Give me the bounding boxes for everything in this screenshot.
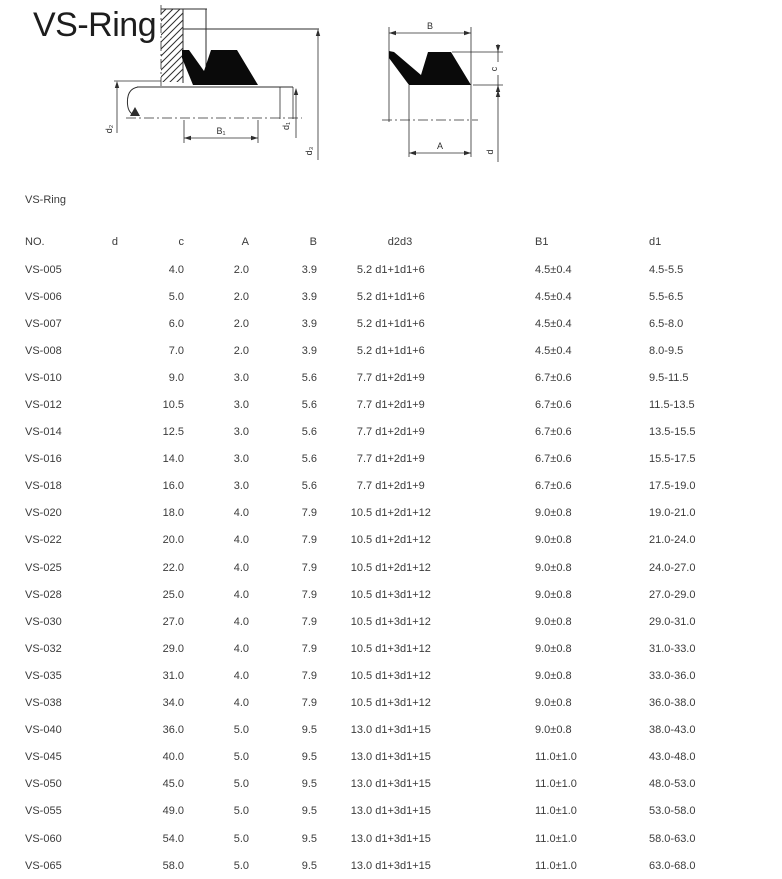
- table-cell: 25.0: [162, 588, 184, 601]
- table-cell: [85, 473, 118, 500]
- table-cell: d1+12: [400, 534, 431, 547]
- table-cell: VS-016: [25, 453, 62, 466]
- table-row: [25, 337, 782, 364]
- table-cell: 6.0: [168, 317, 184, 330]
- table-header-row: [25, 228, 782, 256]
- table-row: [25, 364, 782, 391]
- table-cell: 9.0±0.8: [535, 507, 572, 520]
- table-cell: d1+9: [400, 453, 425, 466]
- table-cell: d1+6: [400, 344, 425, 357]
- table-row: [25, 527, 782, 554]
- table-cell: 7.9: [301, 615, 317, 628]
- table-cell: 27.0-29.0: [649, 588, 696, 601]
- table-cell: VS-005: [25, 263, 62, 276]
- table-cell: 33.0-36.0: [649, 669, 696, 682]
- dim-label-B: B: [426, 21, 434, 31]
- table-cell: 10.5 d1+2: [350, 561, 400, 574]
- table-row: [25, 581, 782, 608]
- table-cell: 34.0: [162, 697, 184, 710]
- table-row: [25, 256, 782, 283]
- table-cell: 4.0: [233, 534, 249, 547]
- table-cell: 27.0: [162, 615, 184, 628]
- table-cell: 4.0: [168, 263, 184, 276]
- table-cell: 4.5±0.4: [535, 263, 572, 276]
- table-cell: 6.7±0.6: [535, 371, 572, 384]
- table-cell: 20.0: [162, 534, 184, 547]
- table-cell: VS-028: [25, 588, 62, 601]
- table-cell: 13.0 d1+3: [350, 805, 400, 818]
- table-cell: 3.9: [301, 317, 317, 330]
- table-cell: 38.0-43.0: [649, 724, 696, 737]
- table-cell: [85, 744, 118, 771]
- table-cell: d1+15: [400, 724, 431, 737]
- table-cell: [85, 554, 118, 581]
- table-cell: 5.0: [233, 832, 249, 845]
- table-cell: 7.9: [301, 588, 317, 601]
- table-cell: 5.5-6.5: [649, 290, 684, 303]
- seal-profile-installed: [182, 50, 258, 85]
- table-cell: 2.0: [233, 317, 249, 330]
- table-cell: 45.0: [162, 778, 184, 791]
- table-cell: 9.0±0.8: [535, 697, 572, 710]
- table-cell: 21.0-24.0: [649, 534, 696, 547]
- table-row: [25, 852, 782, 879]
- table-cell: 4.5-5.5: [649, 263, 684, 276]
- table-cell: 8.0-9.5: [649, 344, 684, 357]
- table-cell: 18.0: [162, 507, 184, 520]
- table-cell: [85, 419, 118, 446]
- table-cell: d1+12: [400, 697, 431, 710]
- table-cell: 11.0±1.0: [535, 778, 577, 791]
- table-cell: [85, 337, 118, 364]
- table-cell: 4.5±0.4: [535, 344, 572, 357]
- table-cell: VS-040: [25, 724, 62, 737]
- table-cell: 9.5: [301, 751, 317, 764]
- table-cell: 15.5-17.5: [649, 453, 696, 466]
- table-cell: d1+15: [400, 832, 431, 845]
- dim-label-d2: d₂: [104, 124, 114, 134]
- table-cell: VS-035: [25, 669, 62, 682]
- table-row: [25, 500, 782, 527]
- column-header-d2: d2: [387, 236, 400, 248]
- table-row: [25, 283, 782, 310]
- table-cell: 3.9: [301, 344, 317, 357]
- table-row: [25, 473, 782, 500]
- table-cell: 36.0: [162, 724, 184, 737]
- table-cell: 5.0: [233, 724, 249, 737]
- table-cell: 10.5 d1+3: [350, 669, 400, 682]
- housing-hatch: [161, 9, 183, 82]
- table-cell: 3.0: [233, 371, 249, 384]
- table-cell: 5.2 d1+1: [356, 317, 400, 330]
- table-cell: 53.0-58.0: [649, 805, 696, 818]
- table-cell: 4.0: [233, 697, 249, 710]
- table-cell: 14.0: [162, 453, 184, 466]
- table-cell: 7.9: [301, 561, 317, 574]
- table-cell: 9.5: [301, 832, 317, 845]
- spec-table: [25, 228, 782, 879]
- table-cell: 6.7±0.6: [535, 426, 572, 439]
- table-cell: 9.0: [168, 371, 184, 384]
- table-cell: 4.5±0.4: [535, 290, 572, 303]
- table-cell: [85, 283, 118, 310]
- table-cell: [85, 310, 118, 337]
- table-cell: 9.5: [301, 778, 317, 791]
- table-cell: VS-038: [25, 697, 62, 710]
- column-header-b1: B1: [535, 236, 549, 248]
- column-header-b: B: [309, 236, 317, 248]
- table-cell: 7.9: [301, 507, 317, 520]
- table-cell: 10.5 d1+2: [350, 534, 400, 547]
- table-cell: 5.6: [301, 426, 317, 439]
- table-cell: 4.0: [233, 588, 249, 601]
- table-cell: 6.7±0.6: [535, 480, 572, 493]
- dim-label-d3: d₃: [304, 146, 314, 156]
- table-cell: [85, 446, 118, 473]
- column-header-a: A: [241, 236, 249, 248]
- table-cell: 9.0±0.8: [535, 588, 572, 601]
- table-cell: 54.0: [162, 832, 184, 845]
- table-row: [25, 690, 782, 717]
- table-cell: [85, 500, 118, 527]
- table-cell: d1+15: [400, 805, 431, 818]
- table-cell: VS-032: [25, 642, 62, 655]
- table-cell: 5.2 d1+1: [356, 344, 400, 357]
- table-cell: 3.9: [301, 290, 317, 303]
- table-cell: 13.0 d1+3: [350, 751, 400, 764]
- table-cell: VS-025: [25, 561, 62, 574]
- dim-label-B1: B₁: [216, 126, 226, 136]
- table-cell: 11.0±1.0: [535, 805, 577, 818]
- table-cell: [85, 852, 118, 879]
- table-cell: VS-014: [25, 426, 62, 439]
- table-cell: d1+9: [400, 480, 425, 493]
- column-header-d1: d1: [649, 236, 662, 248]
- table-cell: 11.0±1.0: [535, 859, 577, 872]
- table-row: [25, 310, 782, 337]
- table-cell: 5.2 d1+1: [356, 263, 400, 276]
- table-cell: 5.6: [301, 399, 317, 412]
- table-cell: d1+12: [400, 561, 431, 574]
- table-cell: 5.6: [301, 453, 317, 466]
- table-cell: 7.7 d1+2: [356, 480, 400, 493]
- table-cell: d1+6: [400, 317, 425, 330]
- table-cell: 4.0: [233, 669, 249, 682]
- table-cell: d1+12: [400, 615, 431, 628]
- table-row: [25, 635, 782, 662]
- table-cell: d1+12: [400, 669, 431, 682]
- table-cell: 3.0: [233, 426, 249, 439]
- table-cell: 9.5: [301, 859, 317, 872]
- table-cell: VS-020: [25, 507, 62, 520]
- column-header-no: NO.: [25, 236, 45, 248]
- table-cell: 43.0-48.0: [649, 751, 696, 764]
- vs-ring-drawing-svg: [0, 0, 540, 175]
- table-cell: VS-007: [25, 317, 62, 330]
- table-cell: 5.0: [233, 805, 249, 818]
- table-cell: d1+9: [400, 426, 425, 439]
- table-cell: 4.0: [233, 642, 249, 655]
- table-cell: 13.0 d1+3: [350, 778, 400, 791]
- table-cell: d1+15: [400, 778, 431, 791]
- table-cell: 5.0: [233, 751, 249, 764]
- table-cell: d1+12: [400, 588, 431, 601]
- table-row: [25, 771, 782, 798]
- table-cell: 5.0: [168, 290, 184, 303]
- table-cell: 7.7 d1+2: [356, 399, 400, 412]
- table-cell: 36.0-38.0: [649, 697, 696, 710]
- column-header-d3: d3: [400, 236, 413, 248]
- table-cell: 58.0: [162, 859, 184, 872]
- table-cell: 13.0 d1+3: [350, 832, 400, 845]
- table-cell: d1+15: [400, 859, 431, 872]
- table-cell: 5.6: [301, 371, 317, 384]
- table-cell: 13.5-15.5: [649, 426, 696, 439]
- table-cell: 2.0: [233, 344, 249, 357]
- table-cell: VS-022: [25, 534, 62, 547]
- table-cell: [85, 798, 118, 825]
- table-cell: 10.5 d1+3: [350, 588, 400, 601]
- table-cell: 29.0: [162, 642, 184, 655]
- table-cell: VS-045: [25, 751, 62, 764]
- table-cell: 40.0: [162, 751, 184, 764]
- table-row: [25, 446, 782, 473]
- table-cell: 5.0: [233, 778, 249, 791]
- table-cell: d1+9: [400, 399, 425, 412]
- table-cell: 2.0: [233, 290, 249, 303]
- table-cell: 11.0±1.0: [535, 832, 577, 845]
- spec-table-body: [25, 256, 782, 879]
- vs-ring-installation-diagram: [104, 5, 320, 160]
- table-cell: 9.5: [301, 805, 317, 818]
- table-cell: d1+6: [400, 263, 425, 276]
- dim-label-A: A: [436, 141, 444, 151]
- table-cell: 5.6: [301, 480, 317, 493]
- table-cell: 19.0-21.0: [649, 507, 696, 520]
- table-cell: 9.0±0.8: [535, 561, 572, 574]
- table-cell: 6.7±0.6: [535, 399, 572, 412]
- table-cell: 7.7 d1+2: [356, 426, 400, 439]
- table-cell: 3.9: [301, 263, 317, 276]
- table-row: [25, 391, 782, 418]
- table-cell: 9.0±0.8: [535, 669, 572, 682]
- table-cell: [85, 608, 118, 635]
- column-header-c: c: [178, 236, 184, 248]
- vs-ring-cross-section-diagram: [382, 21, 503, 162]
- table-cell: VS-030: [25, 615, 62, 628]
- table-cell: 7.0: [168, 344, 184, 357]
- table-cell: VS-050: [25, 778, 62, 791]
- table-cell: 9.0±0.8: [535, 534, 572, 547]
- table-cell: VS-008: [25, 344, 62, 357]
- table-cell: 48.0-53.0: [649, 778, 696, 791]
- table-cell: d1+15: [400, 751, 431, 764]
- table-cell: 3.0: [233, 399, 249, 412]
- dim-label-d: d: [485, 149, 495, 155]
- table-cell: d1+12: [400, 507, 431, 520]
- table-cell: 12.5: [162, 426, 184, 439]
- table-cell: 13.0 d1+3: [350, 724, 400, 737]
- table-cell: [85, 581, 118, 608]
- table-cell: [85, 771, 118, 798]
- table-cell: 58.0-63.0: [649, 832, 696, 845]
- table-cell: VS-012: [25, 399, 62, 412]
- column-header-d: d: [111, 236, 118, 248]
- table-cell: 7.9: [301, 697, 317, 710]
- section-label: VS-Ring: [25, 194, 66, 206]
- table-cell: VS-065: [25, 859, 62, 872]
- table-row: [25, 554, 782, 581]
- page-title: VS-Ring: [33, 6, 157, 44]
- table-cell: [85, 717, 118, 744]
- table-cell: d1+9: [400, 371, 425, 384]
- table-cell: 10.5 d1+2: [350, 507, 400, 520]
- table-cell: 3.0: [233, 480, 249, 493]
- seal-profile-free: [389, 51, 471, 85]
- table-cell: 7.7 d1+2: [356, 371, 400, 384]
- table-row: [25, 717, 782, 744]
- table-cell: 10.5 d1+3: [350, 697, 400, 710]
- table-cell: 2.0: [233, 263, 249, 276]
- table-cell: 7.9: [301, 534, 317, 547]
- table-cell: 13.0 d1+3: [350, 859, 400, 872]
- table-cell: [85, 662, 118, 689]
- table-cell: 4.0: [233, 615, 249, 628]
- table-cell: [85, 825, 118, 852]
- dim-label-c: c: [489, 66, 499, 72]
- table-cell: 7.9: [301, 669, 317, 682]
- table-cell: 5.2 d1+1: [356, 290, 400, 303]
- table-cell: 11.5-13.5: [649, 399, 695, 412]
- table-cell: 5.0: [233, 859, 249, 872]
- table-cell: 17.5-19.0: [649, 480, 696, 493]
- table-cell: 49.0: [162, 805, 184, 818]
- table-cell: 24.0-27.0: [649, 561, 696, 574]
- table-cell: 4.5±0.4: [535, 317, 572, 330]
- table-cell: d1+6: [400, 290, 425, 303]
- table-cell: VS-006: [25, 290, 62, 303]
- table-cell: [85, 690, 118, 717]
- table-row: [25, 744, 782, 771]
- table-cell: 9.0±0.8: [535, 615, 572, 628]
- table-cell: 31.0: [162, 669, 184, 682]
- table-cell: 4.0: [233, 561, 249, 574]
- table-cell: VS-010: [25, 371, 62, 384]
- table-cell: 3.0: [233, 453, 249, 466]
- table-cell: VS-060: [25, 832, 62, 845]
- table-cell: 10.5 d1+3: [350, 615, 400, 628]
- table-cell: 63.0-68.0: [649, 859, 696, 872]
- table-cell: [85, 635, 118, 662]
- table-row: [25, 662, 782, 689]
- table-cell: 22.0: [162, 561, 184, 574]
- table-row: [25, 608, 782, 635]
- table-cell: 9.5: [301, 724, 317, 737]
- table-cell: 6.5-8.0: [649, 317, 684, 330]
- table-cell: 10.5: [162, 399, 184, 412]
- table-cell: 9.0±0.8: [535, 724, 572, 737]
- table-cell: 31.0-33.0: [649, 642, 696, 655]
- technical-drawings: [0, 0, 540, 175]
- table-row: [25, 825, 782, 852]
- table-cell: [85, 256, 118, 283]
- table-row: [25, 798, 782, 825]
- dim-label-d1: d₁: [281, 121, 291, 131]
- table-cell: 16.0: [162, 480, 184, 493]
- table-row: [25, 419, 782, 446]
- table-cell: VS-055: [25, 805, 62, 818]
- table-cell: 4.0: [233, 507, 249, 520]
- table-cell: [85, 364, 118, 391]
- table-cell: 9.0±0.8: [535, 642, 572, 655]
- table-cell: d1+12: [400, 642, 431, 655]
- table-cell: 9.5-11.5: [649, 371, 689, 384]
- table-cell: [85, 527, 118, 554]
- table-cell: 7.7 d1+2: [356, 453, 400, 466]
- table-cell: 29.0-31.0: [649, 615, 696, 628]
- table-cell: VS-018: [25, 480, 62, 493]
- table-cell: 10.5 d1+3: [350, 642, 400, 655]
- table-cell: 6.7±0.6: [535, 453, 572, 466]
- table-cell: [85, 391, 118, 418]
- table-cell: 11.0±1.0: [535, 751, 577, 764]
- table-cell: 7.9: [301, 642, 317, 655]
